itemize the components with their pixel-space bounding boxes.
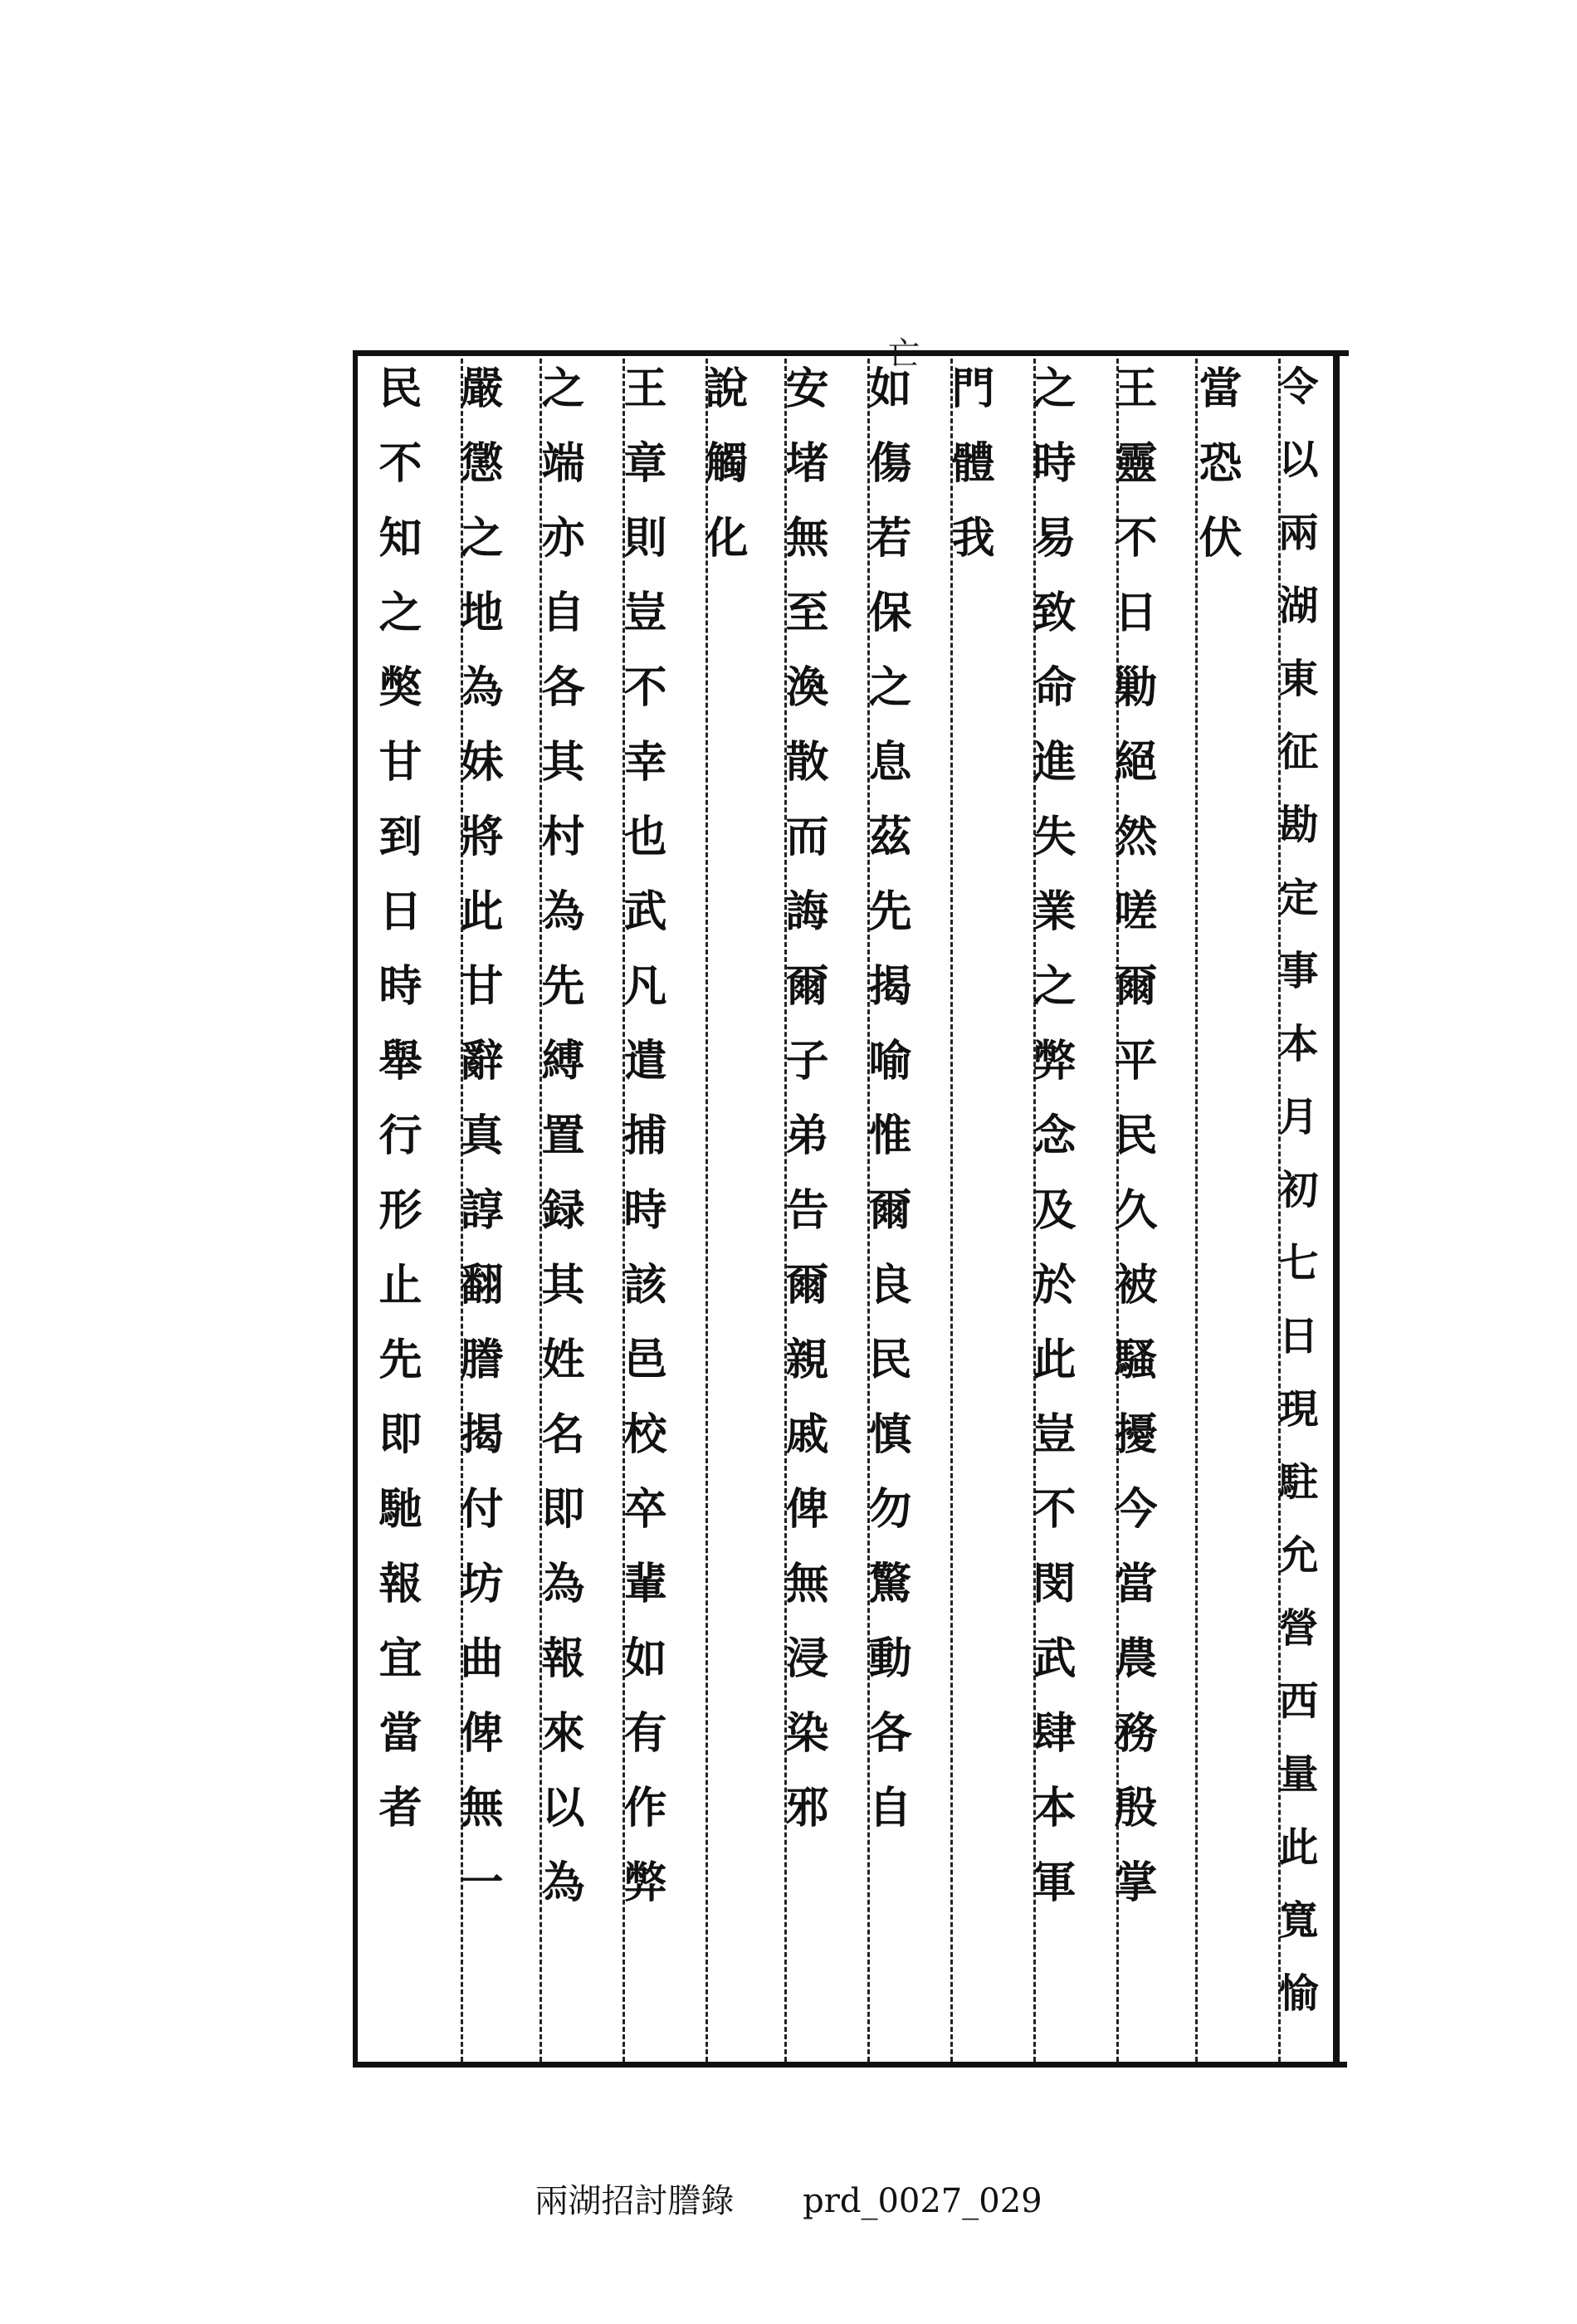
page-caption: [0, 2175, 1577, 2222]
frame-bottom-border: [353, 2062, 1347, 2068]
text-column-6: 如傷若保之息茲先揭喻惟爾良民慎勿驚動各自: [861, 365, 911, 1859]
frame-left-border: [353, 353, 358, 2067]
text-column-8: 說觸化: [697, 365, 748, 589]
text-column-4: 之時易致命進失業之弊念及於此豈不閔武肆本軍: [1025, 365, 1076, 1934]
text-column-3: 王靈不日勦絕然嗟爾平民久被騷擾今當農務殷掌: [1106, 365, 1157, 1934]
frame-right-border: [1333, 353, 1340, 2068]
text-column-9: 王章則豈不幸也武凡遣捕時該邑校卒輩如有作弊: [616, 365, 666, 1934]
text-column-12: 民不知之獘甘到日時舉行形止先即馳報宜當者: [371, 365, 422, 1859]
text-column-7: 安堵無至渙散而誨爾子弟告爾親戚俾無浸染邪: [778, 365, 828, 1859]
caption-code: prd_0027_029: [803, 2182, 1042, 2220]
page-mark: 亡: [888, 335, 920, 372]
text-column-5: 門體我: [944, 365, 994, 589]
text-column-10: 之端亦自各其村為先縛置録其姓名即為報來以為: [534, 365, 584, 1934]
frame-top-border: [353, 350, 1349, 356]
caption-title: 兩湖招討謄錄: [535, 2182, 735, 2220]
text-column-1: 令以兩湖東征勘定事本月初七日現駐允營西量此寬愉: [1272, 365, 1318, 2045]
text-column-2: 當恐伏: [1191, 365, 1242, 589]
text-column-11: 嚴懲之地為妹將此甘辭真諄翻謄揭付坊曲俾無一: [452, 365, 503, 1934]
